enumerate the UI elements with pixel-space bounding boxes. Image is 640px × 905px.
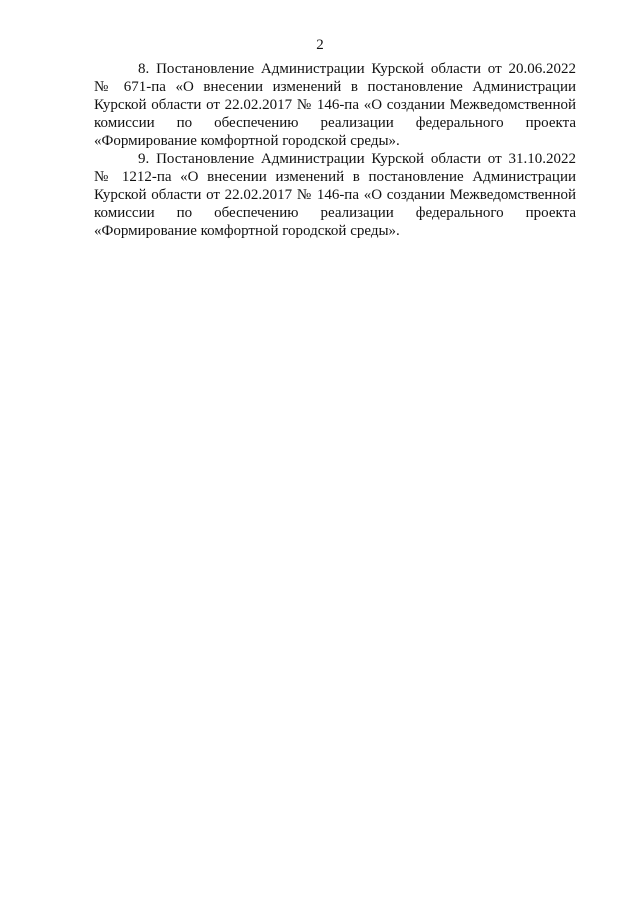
text-line: «Формирование комфортной городской среды». — [94, 133, 400, 149]
text-line: комиссии по обеспечению реализации федерального проекта — [94, 115, 576, 131]
text-line: № 671-па «О внесении изменений в постановление Администрации — [94, 79, 576, 95]
text-line: Курской области от 22.02.2017 № 146-па «О создании Межведомственной — [94, 187, 576, 203]
page-number: 2 — [316, 37, 324, 53]
text-line: 8. Постановление Администрации Курской области от 20.06.2022 — [138, 61, 576, 77]
text-line: № 1212-па «О внесении изменений в постановление Администрации — [94, 169, 576, 185]
list-item-9 — [94, 150, 576, 240]
text-line: 9. Постановление Администрации Курской области от 31.10.2022 — [138, 151, 576, 167]
text-line: Курской области от 22.02.2017 № 146-па «О создании Межведомственной — [94, 97, 576, 113]
text-line: комиссии по обеспечению реализации федерального проекта — [94, 205, 576, 221]
list-item-8 — [94, 60, 576, 150]
text-line: «Формирование комфортной городской среды». — [94, 223, 400, 239]
document-body — [94, 60, 576, 240]
